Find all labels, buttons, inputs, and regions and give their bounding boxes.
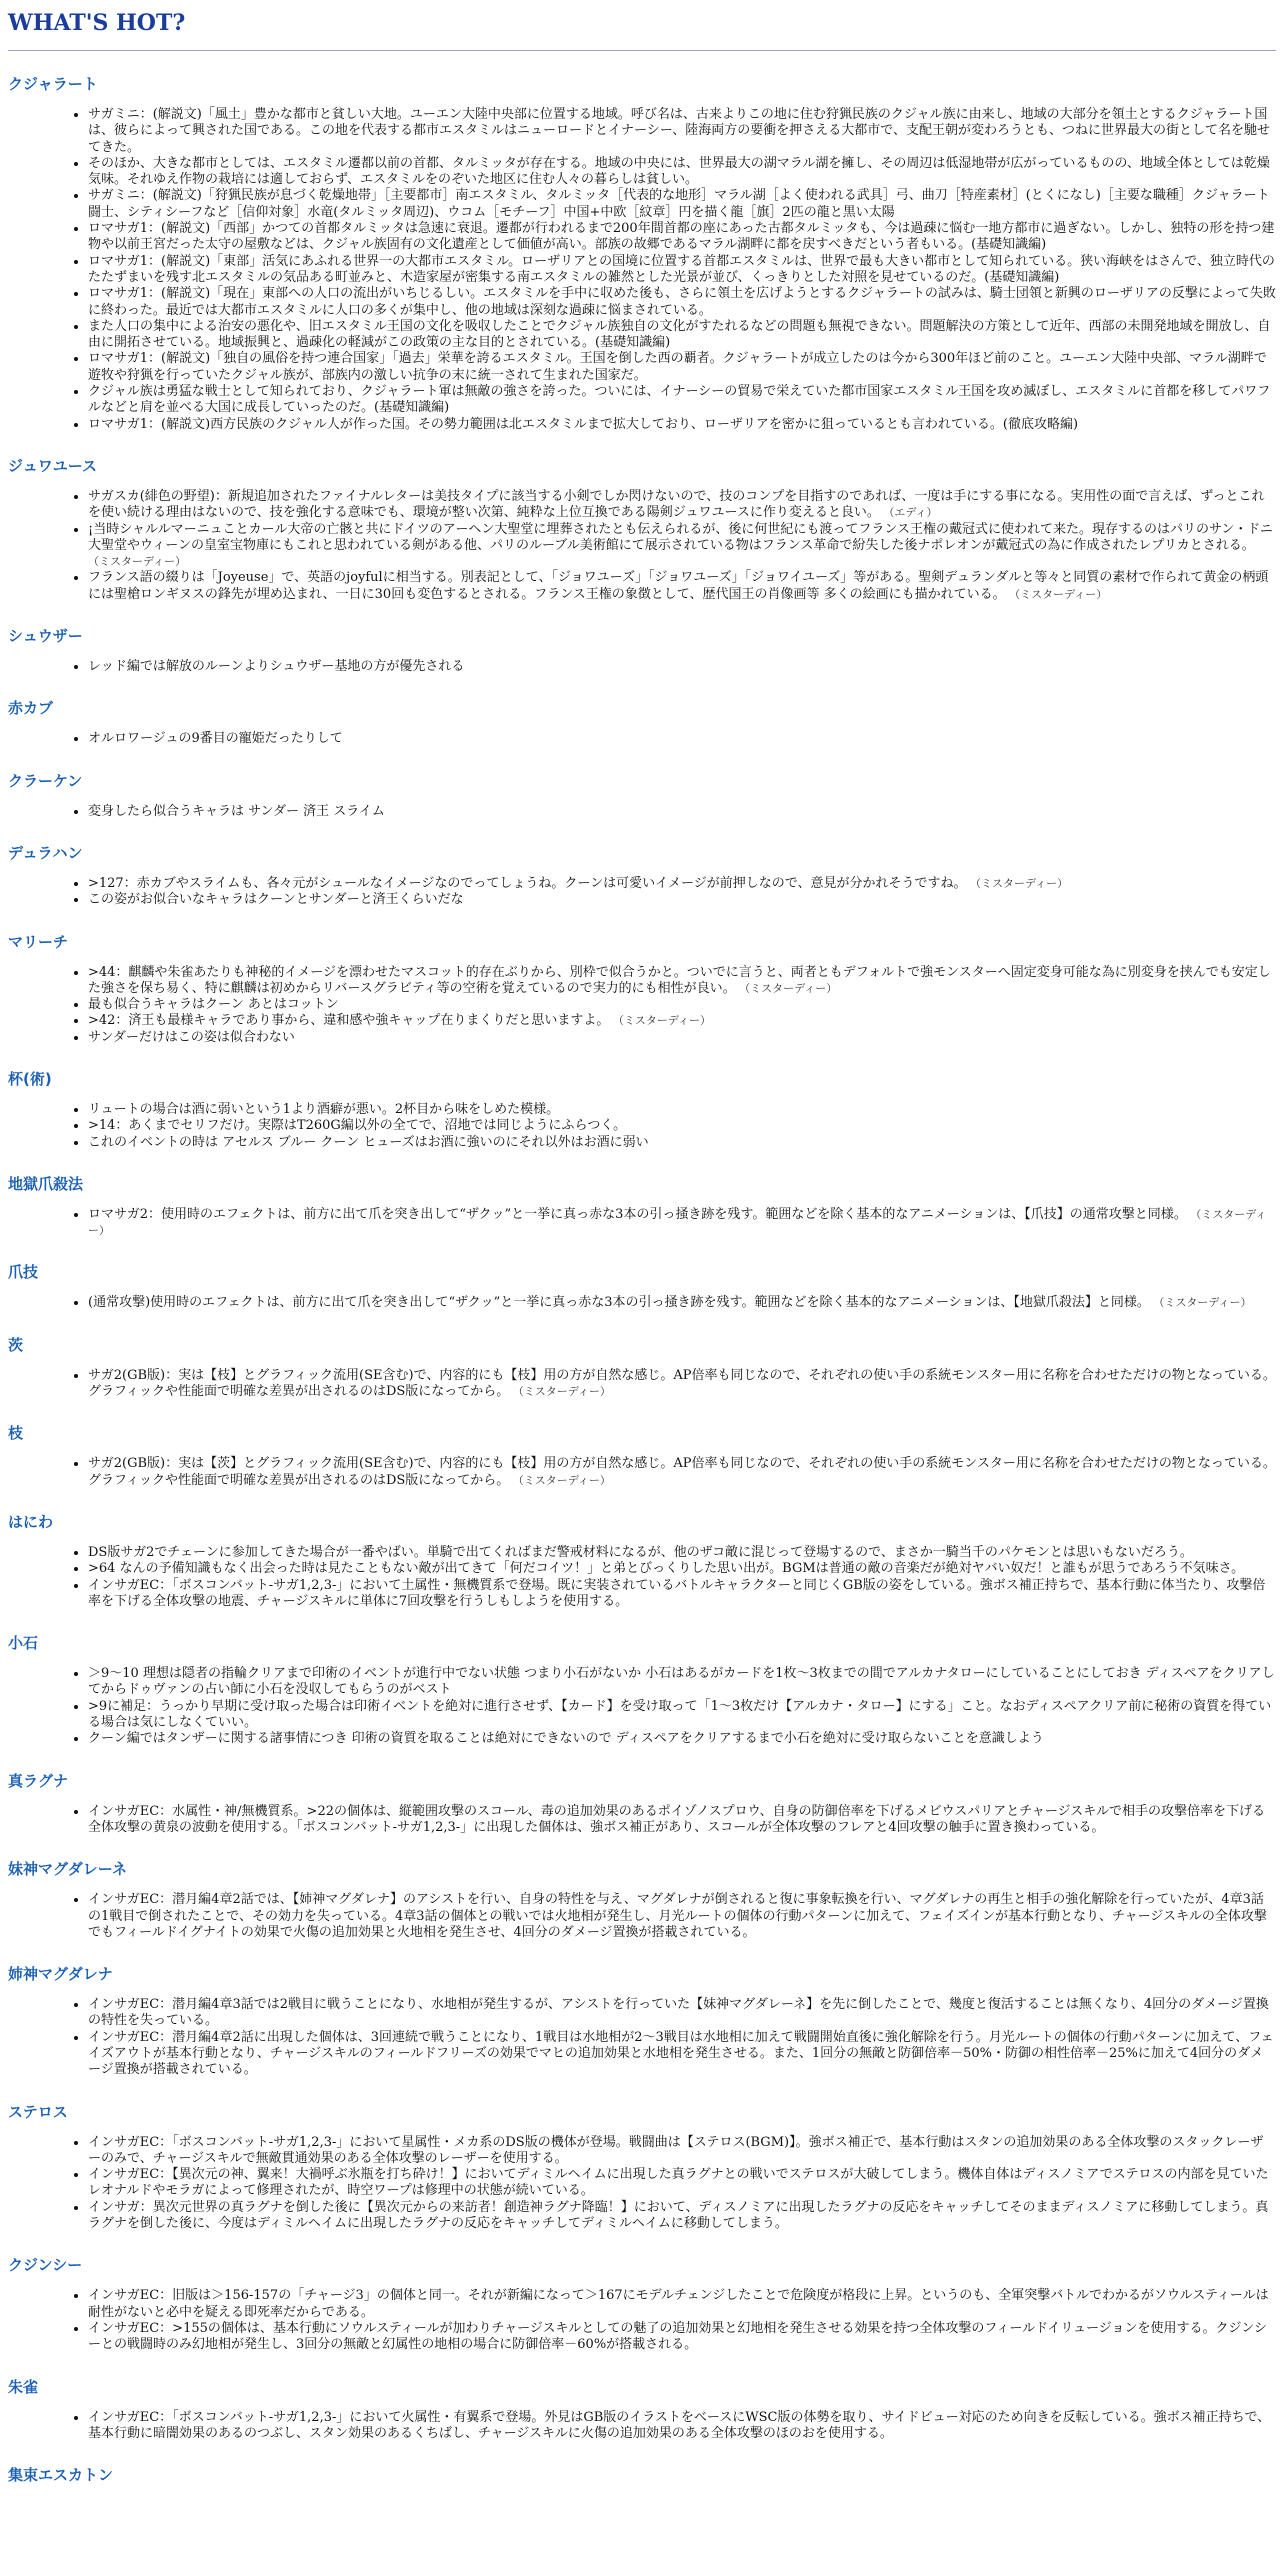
comment-item (88, 570, 1276, 603)
comment-text: >42：済王も最様キャラであり事から、違和感や強キャップ在りまくりだと思いますよ。 (88, 1013, 610, 1029)
section-heading-link[interactable]: 杯(術) (8, 1069, 52, 1088)
whats-hot-list (8, 75, 1276, 2484)
comment-list (8, 2410, 1276, 2443)
comment-item (88, 1666, 1276, 1699)
comment-item (88, 2288, 1276, 2321)
section-heading-link[interactable]: 地獄爪殺法 (8, 1174, 84, 1193)
comment-list (8, 2288, 1276, 2353)
comment-list (8, 965, 1276, 1046)
section-heading-link[interactable]: はにわ (8, 1512, 54, 1531)
comment-text: オルロワージュの9番目の寵姫だったりして (88, 731, 343, 747)
comment-text: ＞9〜10 理想は隠者の指輪クリアまで印術のイベントが進行中でない状態 つまり小石がないか 小石はあるがカードを1枚〜3枚までの間でアルカナタローにしていることにしておき ディスペアをクリアしてからドゥヴァンの占い師に小石を没収してもらうのがベスト (88, 1666, 1275, 1698)
comment-text: インサガEC：「ボスコンバット-サガ1,2,3-」において星属性・メカ系のDS版の機体が登場。戦闘曲は【ステロス(BGM)】。強ボス補正で、基本行動はスタンの追加効果のある全体攻撃のスタックレーザーのみで、チャージスキルで無敵貫通効果のある全体攻撃のレーザーを使用する。 (88, 2134, 1264, 2166)
comment-text: インサガEC：「ボスコンバット-サガ1,2,3-」において土属性・無機質系で登場。既に実装されているバトルキャラクターと同じくGB版の姿をしている。強ボス補正持ちで、基本行動に体当たり、攻撃倍率を下げる全体攻撃の地震、チャージスキルに単体に7回攻撃を行うしもしようを使用する。 (88, 1577, 1266, 1609)
comment-text: インサガ：異次元世界の真ラグナを倒した後に【異次元からの来訪者！創造神ラグナ降臨！】において、ディスノミアに出現したラグナの反応をキャッチしてそのままディスノミアに移動してしまう。真ラグナを倒した後に、今度はディミルヘイムに出現したラグナの反応をキャッチしてディミルヘイムに移動してしまう。 (88, 2199, 1269, 2232)
comment-list (8, 1997, 1276, 2078)
comment-item (88, 731, 1276, 747)
comment-item (88, 417, 1276, 433)
comment-text: インサガEC：>155の個体は、基本行動にソウルスティールが加わりチャージスキルとしての魅了の追加効果と幻地相を発生させる効果を持つ全体攻撃のフィールドイリュージョンを使用する。クジンシーとの戦闘時のみ幻地相が発生し、3回分の無敵と幻属性の地相の場合に防御倍率－60%が搭載される。 (88, 2320, 1267, 2353)
comment-item (88, 188, 1276, 221)
comment-signature: （ミスターディー） (1149, 1296, 1252, 1310)
comment-item (88, 1997, 1276, 2030)
comment-list (8, 1368, 1276, 1401)
comment-text: これのイベントの時は アセルス ブルー クーン ヒューズはお酒に強いのにそれ以外はお酒に弱い (88, 1134, 649, 1150)
comment-list (8, 1892, 1276, 1941)
comment-item (88, 1013, 1276, 1029)
comment-item (88, 997, 1276, 1013)
comment-list (8, 731, 1276, 747)
section-heading-link[interactable]: クジンシー (8, 2256, 83, 2275)
comment-text: インサガEC：【異次元の神、翼来！大禍呼ぶ氷瓶を打ち砕け！】においてディミルヘイムに出現した真ラグナとの戦いでステロスが大破してしまう。機体自体はディスノミアでステロスの内部を見ていたレオナルドやモラガによって修理されたが、時空ワープは修理中の状態が続いている。 (88, 2167, 1269, 2199)
section-heading-link[interactable]: 茨 (8, 1335, 24, 1354)
comment-list (8, 659, 1276, 675)
section-heading-link[interactable]: 妹神マグダレーネ (8, 1860, 127, 1879)
comment-item (88, 2410, 1276, 2443)
comment-item (88, 1578, 1276, 1611)
section-heading-link[interactable]: デュラハン (8, 843, 83, 862)
comment-text: クーン編ではタンザーに関する諸事情につき 印術の資質を取ることは絶対にできないので ディスペアをクリアするまで小石を絶対に受け取らないことを意識しよう (88, 1731, 1044, 1747)
comment-text: ロマサガ1：(解説文)「東部」活気にあふれる世界一の大都市エスタミル。ローザリアとの国境に位置する首都エスタミルは、世界で最も大きい都市として知られている。狭い海峡をはさんで、独立時代のたたずまいを残す北エスタミルの気品ある町並みと、木造家屋が密集する南エスタミルの雑然とした光景が並び、くっきりとした対照を見せているのだ。(基礎知識編) (88, 253, 1275, 285)
comment-item (88, 351, 1276, 384)
section-heading-link[interactable]: 姉神マグダレナ (8, 1965, 113, 1984)
section-heading-link[interactable]: 枝 (8, 1424, 24, 1443)
comment-item (88, 1030, 1276, 1046)
comment-text: サガミニ：(解説文)「風土」豊かな都市と貧しい大地。ユーエン大陸中央部に位置する地域。呼び名は、古来よりこの地に住む狩猟民族のクジャル族に由来し、地域の大部分を領土とするクジャラート国は、彼らによって興された国である。この地を代表する都市エスタミルはニューロードとイナーシー、陸海両方の要衝を押さえる大都市で、支配王朝が変わろうとも、つねに世界最大の街として名を馳せてきた。 (88, 107, 1270, 155)
comment-text: >14：あくまでセリフだけ。実際はT260G編以外の全てで、沼地では同じようにふらつく。 (88, 1118, 627, 1134)
comment-text: サガ2(GB版)：実は【茨】とグラフィック流用(SE含む)で、内容的にも【枝】用の方が自然な感じ。AP倍率も同じなので、それぞれの使い手の系統モンスター用に名称を合わせただけの物となっている。グラフィックや性能面で明確な差異が出されるのはDS版になってから。 (88, 1456, 1276, 1488)
comment-item (88, 659, 1276, 675)
comment-text: ロマサガ1：(解説文)「西部」かつての首都タルミッタは急速に衰退。遷都が行われるまで200年間首都の座にあった古都タルミッタも、今は過疎に悩む一地方都市に過ぎない。しかし、独特の形を持つ建物や以前王宮だった太守の屋敷などは、クジャル族固有の文化遺産として価値が高い。部族の故郷であるマラル湖畔に都を戻すべきだという者もいる。(基礎知識編) (88, 221, 1275, 253)
comment-item (88, 1456, 1276, 1489)
comment-item (88, 286, 1276, 319)
comment-text: サガスカ(緋色の野望)：新規追加されたファイナルレターは美技タイプに該当する小剣でしか閃けないので、技のコンプを目指すのであれば、一度は手にする事になる。実用性の面で言えば、ずっとこれを使い続ける理由はないので、技を強化する意味でも、環境が整い次第、純粋な上位互換である陽剣ジュワユースに作り変えると良い。 (88, 488, 1265, 521)
comment-text: DS版サガ2でチェーンに参加してきた場合が一番やばい。単騎で出てくればまだ警戒材料になるが、他のザコ敵に混じって登場するので、まさか一騎当千のパケモンとは思いもないだろう。 (88, 1544, 1193, 1560)
comment-item (88, 254, 1276, 287)
comment-item (88, 1135, 1276, 1151)
comment-signature: （ミスターディー） (609, 1014, 712, 1028)
comment-text: サンダーだけはこの姿は似合わない (88, 1029, 295, 1045)
comment-item (88, 965, 1276, 998)
comment-item (88, 892, 1276, 908)
comment-item (88, 384, 1276, 417)
comment-text: この姿がお似合いなキャラはクーンとサンダーと済王くらいだな (88, 892, 464, 908)
comment-list (8, 1102, 1276, 1151)
section-heading-link[interactable]: 小石 (8, 1634, 39, 1653)
section-heading-link[interactable]: シュウザー (8, 627, 83, 646)
comment-item (88, 522, 1276, 571)
comment-text: インサガEC：潜月編4章2話に出現した個体は、3回連続で戦うことになり、1戦目は水地相が2〜3戦目は水地相に加えて戦闘開始直後に強化解除を行う。月光ルートの個体の行動パターンに加えて、フェイズアウトが基本行動となり、チャージスキルのフィールドフリーズの効果でマヒの追加効果と水地相を発生させる。また、1回分の無敵と防御倍率－50%・防御の相性倍率－25%に加えて4回分のダメージ置換が搭載されている。 (88, 2029, 1274, 2078)
comment-item (88, 1368, 1276, 1401)
section-heading-link[interactable]: ジュワユース (8, 456, 97, 475)
section-heading-link[interactable]: 朱雀 (8, 2377, 39, 2396)
comment-signature: （ミスターディー） (966, 876, 1069, 890)
comment-item (88, 1731, 1276, 1747)
section-heading-link[interactable]: クラーケン (8, 771, 83, 790)
comment-list (8, 1666, 1276, 1747)
section-heading-link[interactable]: ステロス (8, 2102, 68, 2121)
comment-text: フランス語の綴りは「Joyeuse」で、英語のjoyfulに相当する。別表記として、「ジョワユーズ」「ジョワユーズ」「ジョワイユーズ」等がある。聖剣デュランダルと等々と同質の素材で作られて黄金の柄頭には聖槍ロンギヌスの鋒先が埋め込まれ、一日に30回も変色するとされる。フランス王権の象徴として、歴代国王の肖像画等 多くの絵画にも描かれている。 (88, 570, 1269, 602)
comment-text: 最も似合うキャラはクーン あとはコットン (88, 997, 339, 1013)
comment-text: そのほか、大きな都市としては、エスタミル遷都以前の首都、タルミッタが存在する。地域の中央には、世界最大の湖マラル湖を擁し、その周辺は低湿地帯が広がっているものの、地域全体としては乾燥気味。それゆえ作物の栽培には適しておらず、エスタミルをのぞいた地区に住む人々の暮らしは貧しい。 (88, 155, 1270, 188)
comment-text: サガ2(GB版)：実は【枝】とグラフィック流用(SE含む)で、内容的にも【枝】用の方が自然な感じ。AP倍率も同じなので、それぞれの使い手の系統モンスター用に名称を合わせただけの物となっている。グラフィックや性能面で明確な差異が出されるのはDS版になってから。 (88, 1367, 1276, 1400)
comment-text: 変身したら似合うキャラは サンダー 済王 スライム (88, 803, 385, 819)
comment-text: インサガEC：潜月編4章3話では2戦目に戦うことになり、水地相が発生するが、アシストを行っていた【妹神マグダレーネ】を先に倒したことで、幾度と復活することは無くなり、4回分のダメージ置換の特性を失っている。 (88, 1997, 1269, 2029)
comment-signature: （ミスターディー） (88, 1207, 1267, 1238)
comment-text: ロマサガ1：(解説文)「独自の風俗を持つ連合国家」「過去」栄華を誇るエスタミル。王国を倒した西の覇者。クジャラートが成立したのは今から300年ほど前のこと。ユーエン大陸中央部、マラル湖畔で遊牧や狩猟を行っていたクジャル族が、部族内の激しい抗争の末に統一されて生まれた国家だ。 (88, 351, 1267, 383)
comment-text: >64 なんの予備知識もなく出会った時は見たこともない敵が出てきて「何だコイツ！」と弟とびっくりした思い出が。BGMは普通の敵の音楽だが絶対ヤバい奴だ！と誰もが思うであろう不気味さ。 (88, 1561, 1245, 1577)
comment-list (8, 489, 1276, 603)
comment-text: >44：麒麟や朱雀あたりも神秘的イメージを漂わせたマスコット的存在ぶりから、別枠で似合うかと。ついでに言うと、両者ともデフォルトで強モンスターへ固定変身可能な為に別変身を挟んでも安定した強さを保ち易く、特に麒麟は初めからリバースグラビティ等の空術を覚えているので実力的にも相性が良い。 (88, 964, 1271, 996)
section-heading-link[interactable]: マリーチ (8, 932, 69, 951)
comment-list (8, 1295, 1276, 1311)
comment-text: インサガEC：旧版は＞156-157の「チャージ3」の個体と同一。それが新編になって＞167にモデルチェンジしたことで危険度が格段に上昇。というのも、全軍突撃バトルでわかるがソウルスティールは耐性がないと必中を疑える即死率だからである。 (88, 2288, 1269, 2320)
comment-text: インサガEC：「ボスコンバット-サガ1,2,3-」において火属性・有翼系で登場。外見はGB版のイラストをベースにWSC版の体勢を取り、サイドビュー対応のため向きを反転している。強ボス補正持ちで、基本行動に暗闇効果のあるのつぶし、スタン効果のあるくちばし、チャージスキルに火傷の追加効果のある全体攻撃のほのおを使用する。 (88, 2409, 1271, 2441)
comment-item (88, 1295, 1276, 1311)
comment-text: リュートの場合は酒に弱いという1より酒癖が悪い。2杯目から味をしめた模様。 (88, 1101, 560, 1117)
page-title: WHAT'S HOT? (8, 8, 1276, 51)
comment-item (88, 319, 1276, 352)
comment-item (88, 156, 1276, 189)
comment-text: ロマサガ1：(解説文)西方民族のクジャル人が作った国。その勢力範囲は北エスタミルまで拡大しており、ローザリアを密かに狙っているとも言われている。(徹底攻略編) (88, 416, 1079, 432)
comment-item (88, 2200, 1276, 2233)
comment-item (88, 1892, 1276, 1941)
comment-item (88, 1545, 1276, 1561)
comment-text: レッド編では解放のルーンよりシュウザー基地の方が優先される (88, 659, 465, 675)
comment-item (88, 804, 1276, 820)
comment-item (88, 876, 1276, 892)
comment-text: また人口の集中による治安の悪化や、旧エスタミル王国の文化を吸収したことでクジャル族独自の文化がすたれるなどの問題も無視できない。問題解決の方策として近年、西部の未開発地域を開放し、自由に開拓させている。地域振興と、過疎化の軽減がこの政策の主な目的とされている。(基礎知識編) (88, 318, 1271, 351)
comment-text: >127：赤カブやスライムも、各々元がシュールなイメージなのでってしょうね。クーンは可愛いイメージが前押しなので、意見が分かれそうですね。 (88, 875, 967, 891)
comment-text: サガミニ：(解説文)「狩猟民族が息づく乾燥地帯」［主要都市］南エスタミル、タルミッタ［代表的な地形］マラル湖［よく使われる武具］弓、曲刀［特産素材］(とくになし)［主要な職種］クジャラート闘士、シティシーフなど［信仰対象］水竜(タルミッタ周辺)、ウコム［モチーフ］中国+中欧［紋章］円を描く龍［旗］2匹の龍と黒い太陽 (88, 188, 1270, 220)
section-heading-link[interactable]: クジャラート (8, 75, 98, 93)
comment-item (88, 1561, 1276, 1577)
comment-text: インサガEC：水属性・神/無機質系。>22の個体は、縦範囲攻撃のスコール、毒の追加効果のあるポイゾノスプロウ、自身の防御倍率を下げるメビウスパリアとチャージスキルで相手の攻撃倍率を下げる全体攻撃の黄泉の波動を使用する。「ボスコンバット-サガ1,2,3-」に出現した個体は、強ボス補正があり、スコールが全体攻撃のフレアと4回攻撃の触手に置き換わっている。 (88, 1803, 1266, 1835)
comment-text: ロマサガ2：使用時のエフェクトは、前方に出て爪を突き出して“ザクッ”と一挙に真っ赤な3本の引っ掻き跡を残す。範囲などを除く基本的なアニメーションは、【爪技】の通常攻撃と同様。 (88, 1206, 1187, 1222)
comment-item (88, 1118, 1276, 1134)
comment-signature: （ミスターディー） (88, 555, 187, 569)
comment-signature: （ミスターディー） (1005, 587, 1108, 601)
comment-signature: （ミスターディー） (509, 1473, 611, 1487)
comment-text: インサガEC：潜月編4章2話では、【姉神マグダレナ】のアシストを行い、自身の特性を与え、マグダレナが倒されると復に事象転換を行い、マグダレナの再生と相手の強化解除を行っていたが、4章3話の1戦目で倒されたことで、その効力を失っている。4章3話の個体との戦いでは火地相が発生し、月光ルートの個体の行動パターンに加えて、フェイズインが基本行動となり、チャージスキルの全体攻撃でもフィールドイグナイトの効果で火傷の追加効果と火地相を発生させ、4回分のダメージ置換が搭載されている。 (88, 1892, 1267, 1940)
comment-item (88, 107, 1276, 156)
comment-list (8, 804, 1276, 820)
section-heading-link[interactable]: 爪技 (8, 1263, 39, 1282)
comment-item (88, 2030, 1276, 2079)
comment-item (88, 489, 1276, 522)
comment-item (88, 2167, 1276, 2200)
comment-item (88, 1804, 1276, 1837)
comment-text: ¡当時シャルルマーニュことカール大帝の亡骸と共にドイツのアーヘン大聖堂に埋葬されたとも伝えられるが、後に何世紀にも渡ってフランス王権の戴冠式に使われて来た。現存するのはパリのサン・ドニ大聖堂やウィーンの皇室宝物庫にもこれと思われている剣がある他、パリのルーブル美術館にて展示されている物はフランス革命で紛失した後ナポレオンが戴冠式の為に作成されたレプリカとされる。 (88, 521, 1273, 553)
comment-signature: （ミスターディー） (509, 1385, 611, 1399)
comment-list (8, 1804, 1276, 1837)
comment-list (8, 1456, 1276, 1489)
comment-item (88, 1699, 1276, 1732)
comment-item (88, 221, 1276, 254)
comment-item (88, 2135, 1276, 2168)
comment-text: クジャル族は勇猛な戦士として知られており、クジャラート軍は無敵の強さを誇った。ついには、イナーシーの貿易で栄えていた都市国家エスタミル王国を攻め滅ぼし、エスタミルに首都を移してパワフルなどと肩を並べる大国に成長していったのだ。(基礎知識編) (88, 384, 1271, 416)
comment-list (8, 1207, 1276, 1240)
comment-signature: （ミスターディー） (735, 981, 838, 995)
comment-list (8, 2135, 1276, 2233)
comment-item (88, 1207, 1276, 1240)
comment-item (88, 2321, 1276, 2354)
comment-text: ロマサガ1：(解説文)「現在」東部への人口の流出がいちじるしい。エスタミルを手中に収めた後も、さらに領土を広げようとするクジャラートの試みは、騎士団領と新興のローザリアの反撃によって失敗に終わった。最近では大都市エスタミルに人口の多くが集中し、他の地域は深刻な過疎に悩まされている。 (88, 286, 1276, 318)
comment-text: (通常攻撃)使用時のエフェクトは、前方に出て爪を突き出して“ザクッ”と一挙に真っ赤な3本の引っ掻き跡を残す。範囲などを除く基本的なアニメーションは、【地獄爪殺法】と同様。 (88, 1295, 1150, 1311)
comment-text: >9に補足：うっかり早期に受け取った場合は印術イベントを絶対に進行させず、【カード】を受け取って「1〜3枚だけ【アルカナ・タロー】にする」こと。なおディスペアクリア前に秘術の資質を得ている場合は気にしなくていい。 (88, 1698, 1272, 1731)
comment-list (8, 876, 1276, 909)
comment-signature: （エディ） (879, 506, 938, 520)
comment-item (88, 1102, 1276, 1118)
comment-list (8, 107, 1276, 433)
section-heading-link[interactable]: 真ラグナ (8, 1771, 69, 1790)
comment-list (8, 1545, 1276, 1610)
section-heading-link[interactable]: 赤カブ (8, 699, 54, 718)
section-heading-link[interactable]: 集束エスカトン (8, 2466, 114, 2485)
